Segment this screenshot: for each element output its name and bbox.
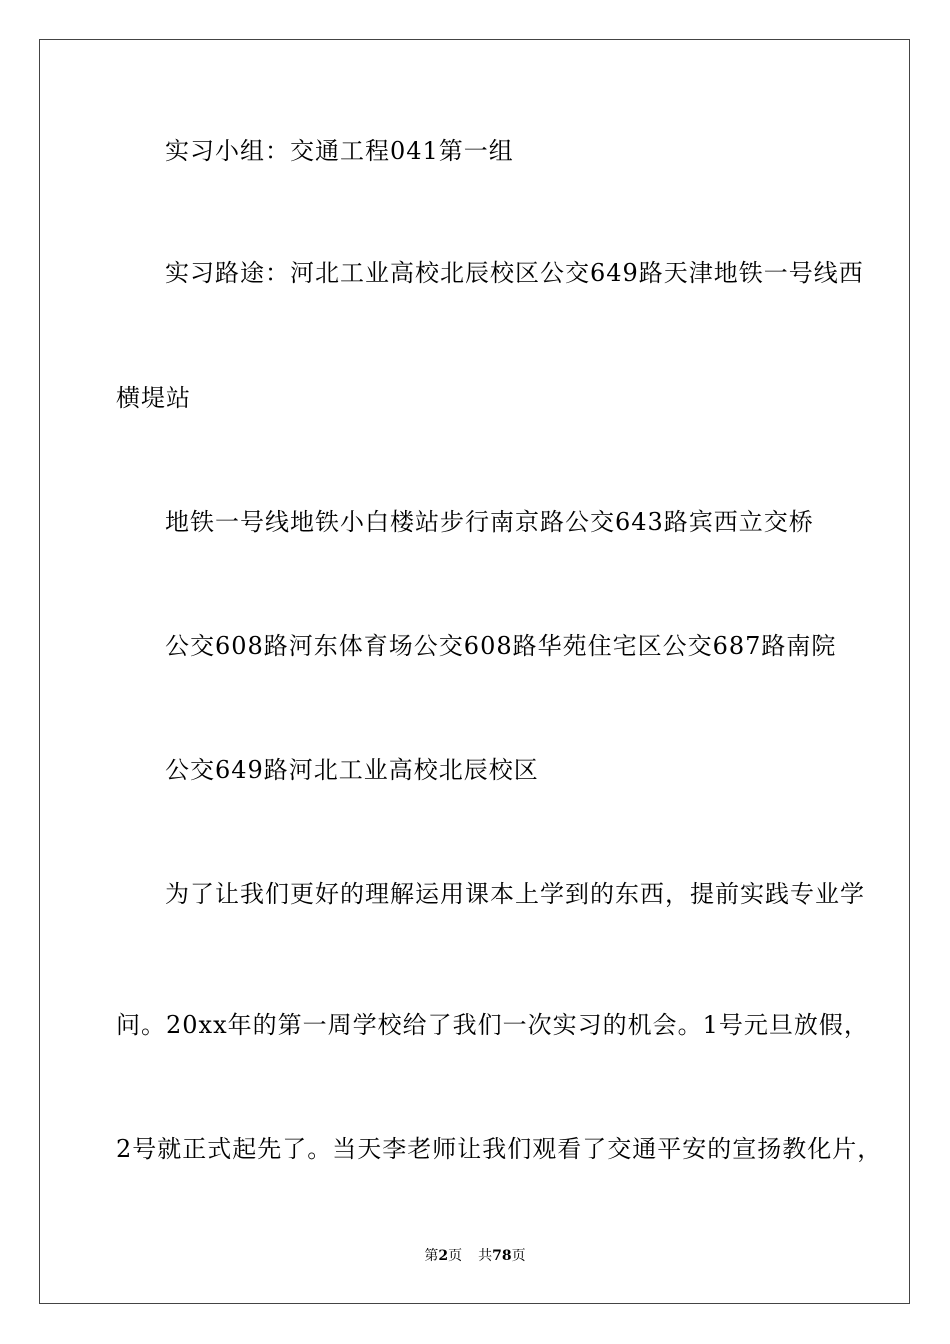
page-suffix: 页 xyxy=(448,1248,463,1264)
page-prefix: 第 xyxy=(424,1248,439,1264)
page-number: 2 xyxy=(438,1248,449,1264)
text-line: 公交649路河北工业高校北辰校区 xyxy=(165,756,539,784)
total-suffix: 页 xyxy=(511,1248,526,1264)
text-line: 公交608路河东体育场公交608路华苑住宅区公交687路南院 xyxy=(165,632,837,660)
page-border xyxy=(39,39,910,1304)
text-line: 为了让我们更好的理解运用课本上学到的东西，提前实践专业学 xyxy=(165,880,865,908)
page-footer xyxy=(0,1247,950,1265)
text-line: 地铁一号线地铁小白楼站步行南京路公交643路宾西立交桥 xyxy=(165,508,814,536)
text-line: 实习小组：交通工程041第一组 xyxy=(165,137,514,165)
total-pages: 78 xyxy=(492,1248,512,1264)
text-line: 横堤站 xyxy=(116,384,191,412)
total-prefix: 共 xyxy=(478,1248,493,1264)
text-line: 实习路途：河北工业高校北辰校区公交649路天津地铁一号线西 xyxy=(165,259,864,287)
text-line: 2号就正式起先了。当天李老师让我们观看了交通平安的宣扬教化片， xyxy=(116,1135,883,1163)
text-line: 问。20xx年的第一周学校给了我们一次实习的机会。1号元旦放假， xyxy=(116,1011,869,1039)
